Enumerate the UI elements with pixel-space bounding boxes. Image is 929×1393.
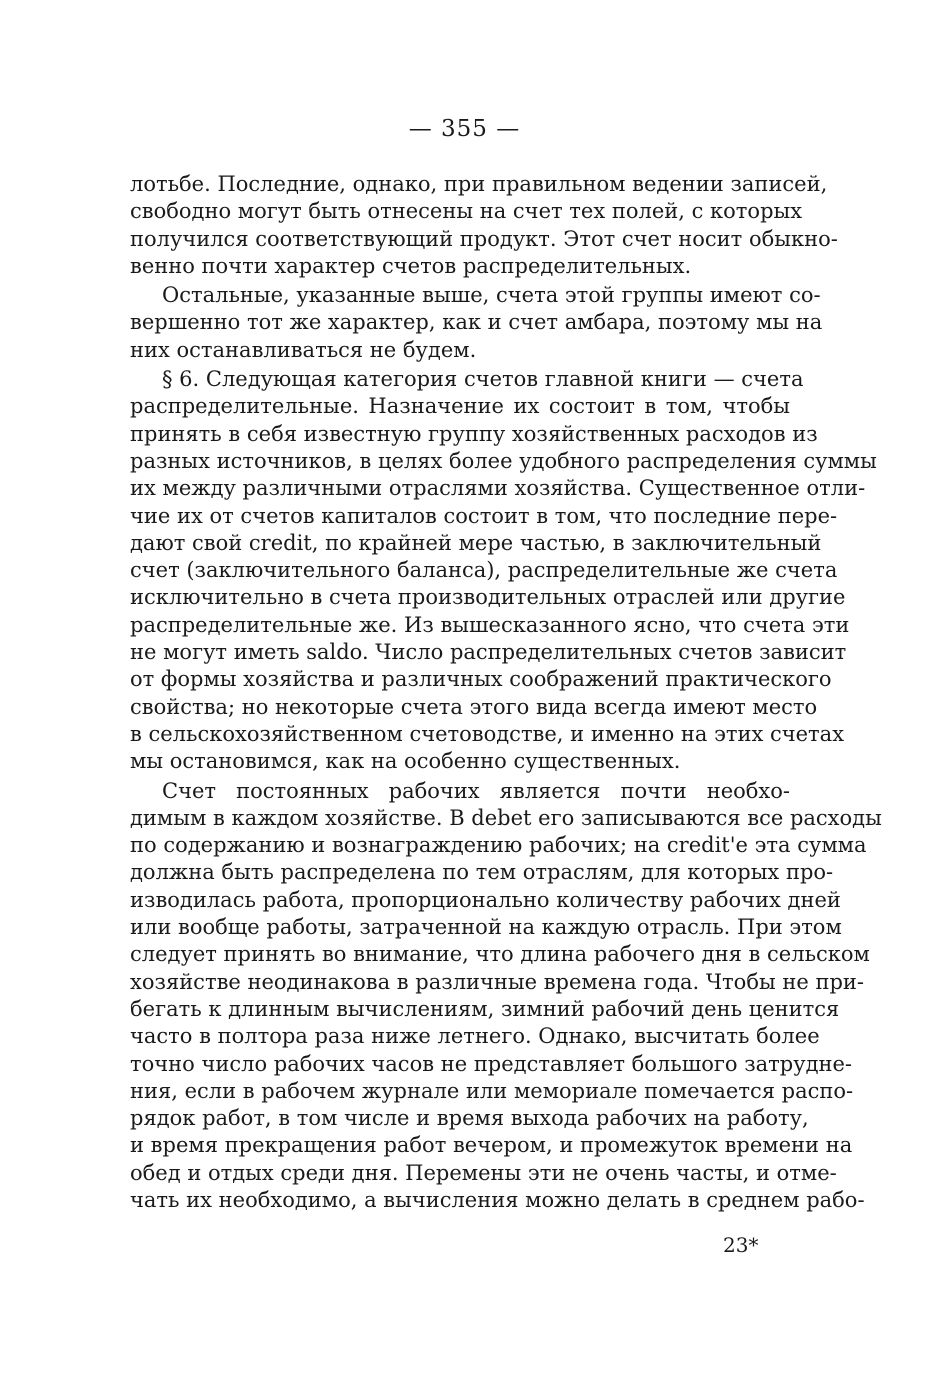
text-line: счет (заключительного баланса), распределительные же счета — [130, 558, 838, 583]
text-line: их между различными отраслями хозяйства. Существенное отли- — [130, 476, 866, 501]
text-line: Счет постоянных рабочих является почти необхо- — [162, 778, 790, 803]
text-line: распределительные. Назначение их состоит в том, чтобы — [130, 394, 790, 419]
text-line: димым в каждом хозяйстве. В debet его записываются все расходы — [130, 805, 882, 830]
text-line: разных источников, в целях более удобного распределения суммы — [130, 448, 877, 473]
text-line: бегать к длинным вычислениям, зимний рабочий день ценится — [130, 996, 840, 1021]
text-line: от формы хозяйства и различных соображений практического — [130, 667, 832, 692]
text-line: свойства; но некоторые счета этого вида всегда имеют место — [130, 694, 818, 719]
text-line: часто в полтора раза ниже летнего. Однако, высчитать более — [130, 1024, 820, 1049]
text-line: или вообще работы, затраченной на каждую отрасль. При этом — [130, 915, 842, 940]
text-line: чие их от счетов капиталов состоит в том, что последние пере- — [130, 503, 838, 528]
text-line: Остальные, указанные выше, счета этой группы имеют со- — [162, 283, 821, 308]
text-line: хозяйстве неодинакова в различные времена года. Чтобы не при- — [130, 969, 864, 994]
paragraph — [130, 778, 882, 1215]
text-line: рядок работ, в том числе и время выхода рабочих на работу, — [130, 1106, 809, 1131]
text-line: них останавливаться не будем. — [130, 337, 477, 362]
text-line: обед и отдых среди дня. Перемены эти не очень часты, и отме- — [130, 1160, 837, 1185]
body-text — [130, 171, 882, 1214]
text-line: по содержанию и вознаграждению рабочих; на credit'е эта сумма — [130, 833, 867, 858]
text-line: распределительные же. Из вышесказанного ясно, что счета эти — [130, 612, 850, 637]
text-line: должна быть распределена по тем отраслям, для которых про- — [130, 860, 834, 885]
paragraph — [130, 282, 823, 364]
text-line: принять в себя известную группу хозяйственных расходов из — [130, 421, 818, 446]
text-line: венно почти характер счетов распределительных. — [130, 253, 692, 278]
text-line: мы остановимся, как на особенно существенных. — [130, 749, 681, 774]
text-line: свободно могут быть отнесены на счет тех полей, с которых — [130, 199, 803, 224]
paragraph — [130, 171, 838, 280]
text-line: исключительно в счета производительных отраслей или другие — [130, 585, 846, 610]
text-line: и время прекращения работ вечером, и промежуток времени на — [130, 1133, 853, 1158]
text-line: точно число рабочих часов не представляет большого затрудне- — [130, 1051, 853, 1076]
page-number-header: — 355 — — [408, 116, 521, 142]
text-line: изводилась работа, пропорционально количеству рабочих дней — [130, 887, 841, 912]
text-line: не могут иметь saldo. Число распределительных счетов зависит — [130, 640, 847, 665]
text-line: дают свой credit, по крайней мере частью, в заключительный — [130, 530, 822, 555]
text-line: следует принять во внимание, что длина рабочего дня в сельском — [130, 942, 870, 967]
signature-mark: 23* — [723, 1233, 759, 1257]
text-line: § 6. Следующая категория счетов главной книги — счета — [162, 367, 804, 392]
text-line: вершенно тот же характер, как и счет амбара, поэтому мы на — [130, 310, 823, 335]
text-line: получился соответствующий продукт. Этот счет носит обыкно- — [130, 226, 838, 251]
text-line: ния, если в рабочем журнале или мемориале помечается распо- — [130, 1078, 854, 1103]
paragraph — [130, 366, 877, 775]
text-line: лотьбе. Последние, однако, при правильном ведении записей, — [130, 172, 828, 196]
text-line: в сельскохозяйственном счетоводстве, и именно на этих счетах — [130, 721, 845, 746]
text-line: чать их необходимо, а вычисления можно делать в среднем рабо- — [130, 1187, 865, 1212]
